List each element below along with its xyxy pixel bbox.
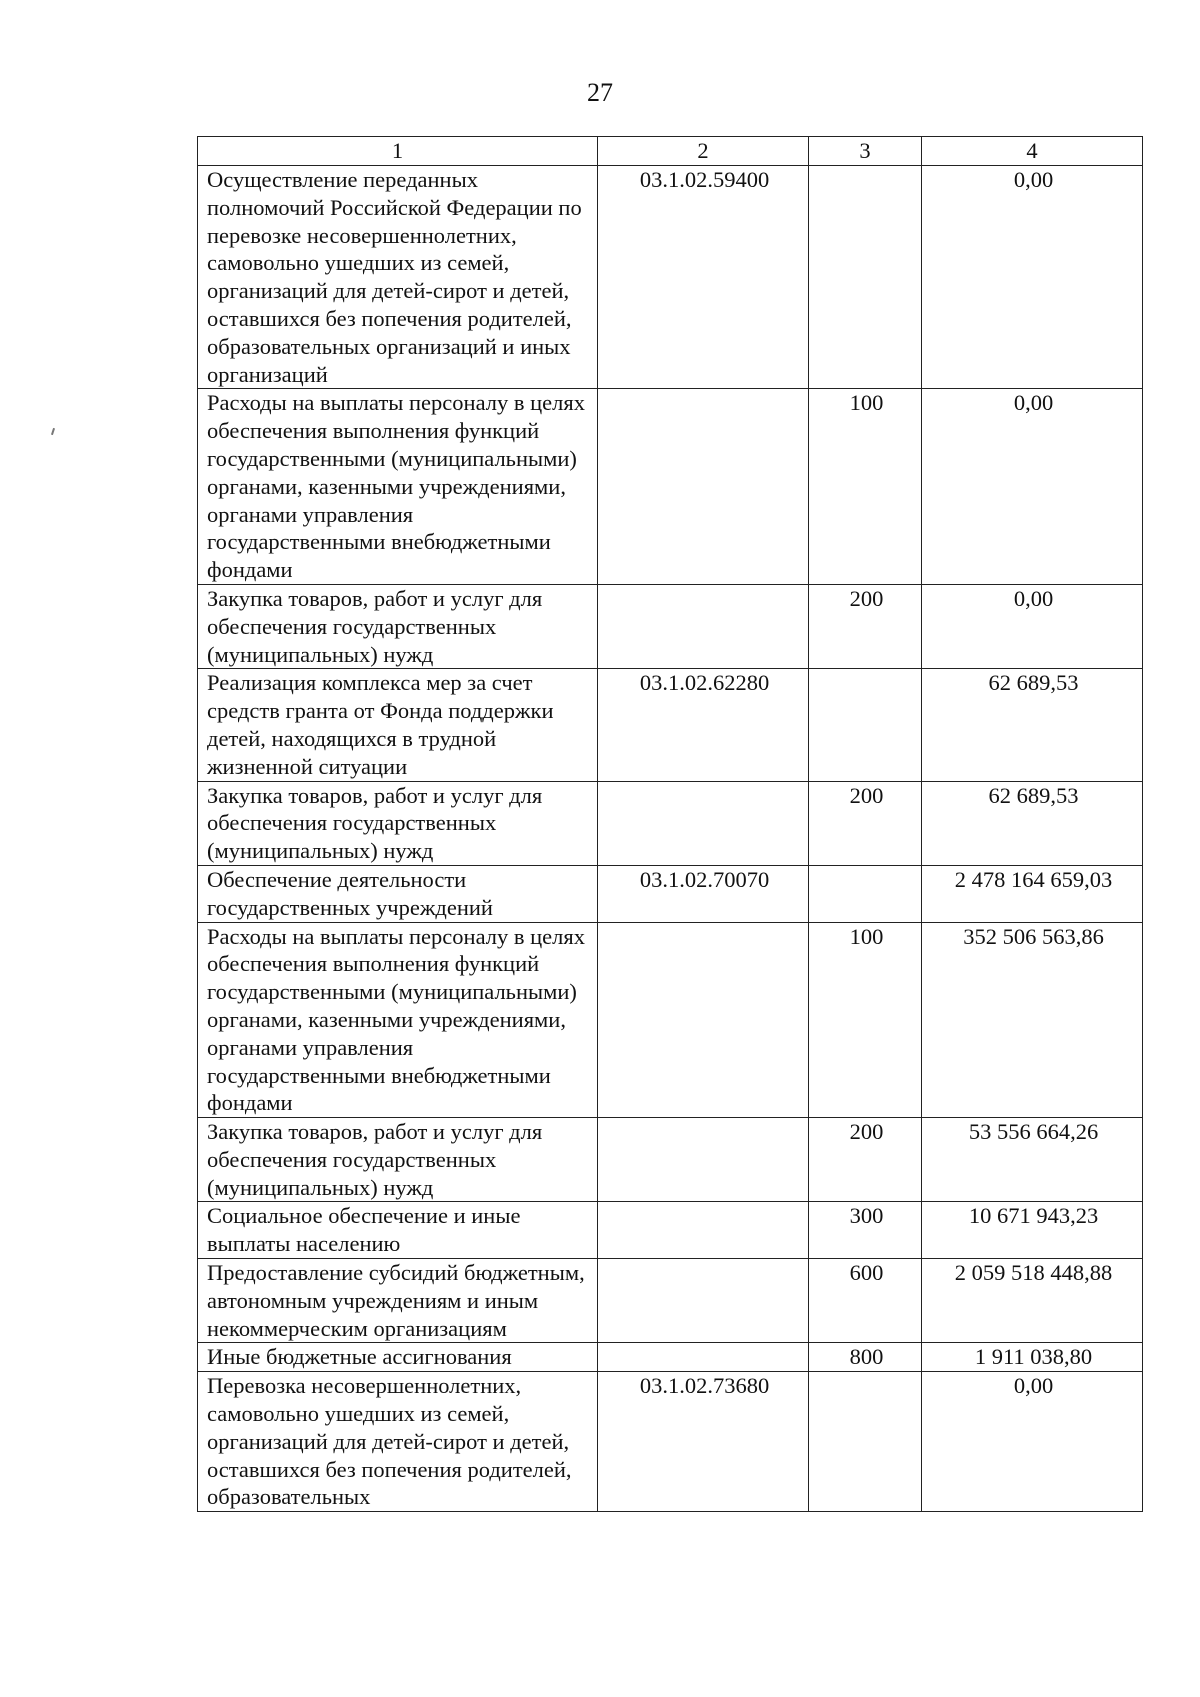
table-row bbox=[198, 1372, 1143, 1512]
row-amount: 0,00 bbox=[922, 584, 1143, 668]
row-amount: 53 556 664,26 bbox=[922, 1118, 1143, 1202]
row-name: Закупка товаров, работ и услуг для обеспечения государственных (муниципальных) нужд bbox=[198, 781, 598, 865]
row-expense-type: 200 bbox=[809, 584, 922, 668]
table-row bbox=[198, 1118, 1143, 1202]
table-row bbox=[198, 781, 1143, 865]
header-col-1: 1 bbox=[198, 137, 598, 166]
row-amount: 0,00 bbox=[922, 166, 1143, 389]
row-code: 03.1.02.62280 bbox=[598, 669, 809, 781]
row-amount: 2 059 518 448,88 bbox=[922, 1259, 1143, 1343]
row-name: Иные бюджетные ассигнования bbox=[198, 1343, 598, 1372]
budget-table bbox=[197, 136, 1143, 1512]
row-expense-type bbox=[809, 865, 922, 922]
table-row bbox=[198, 669, 1143, 781]
row-name: Закупка товаров, работ и услуг для обеспечения государственных (муниципальных) нужд bbox=[198, 584, 598, 668]
row-name: Расходы на выплаты персоналу в целях обеспечения выполнения функций государственными (муниципальными) органами, казенными учреждениями, органами управления государственными внебюджетными фондами bbox=[198, 922, 598, 1118]
row-name: Предоставление субсидий бюджетным, автономным учреждениям и иным некоммерческим организациям bbox=[198, 1259, 598, 1343]
row-amount: 0,00 bbox=[922, 1372, 1143, 1512]
row-code bbox=[598, 584, 809, 668]
row-amount: 2 478 164 659,03 bbox=[922, 865, 1143, 922]
row-expense-type bbox=[809, 166, 922, 389]
row-name: Закупка товаров, работ и услуг для обеспечения государственных (муниципальных) нужд bbox=[198, 1118, 598, 1202]
row-code: 03.1.02.59400 bbox=[598, 166, 809, 389]
row-expense-type: 800 bbox=[809, 1343, 922, 1372]
row-code bbox=[598, 389, 809, 585]
row-name: Обеспечение деятельности государственных учреждений bbox=[198, 865, 598, 922]
row-amount: 62 689,53 bbox=[922, 781, 1143, 865]
row-amount: 1 911 038,80 bbox=[922, 1343, 1143, 1372]
table-row bbox=[198, 389, 1143, 585]
row-code bbox=[598, 922, 809, 1118]
header-col-2: 2 bbox=[598, 137, 809, 166]
row-amount: 352 506 563,86 bbox=[922, 922, 1143, 1118]
row-name: Перевозка несовершеннолетних, самовольно ушедших из семей, организаций для детей-сирот и детей, оставшихся без попечения родителей, образовательных bbox=[198, 1372, 598, 1512]
row-code bbox=[598, 781, 809, 865]
row-code bbox=[598, 1118, 809, 1202]
header-row bbox=[198, 137, 1143, 166]
row-expense-type bbox=[809, 669, 922, 781]
row-code bbox=[598, 1202, 809, 1259]
row-name: Социальное обеспечение и иные выплаты населению bbox=[198, 1202, 598, 1259]
table-row bbox=[198, 922, 1143, 1118]
row-expense-type: 600 bbox=[809, 1259, 922, 1343]
row-name: Реализация комплекса мер за счет средств гранта от Фонда поддержки детей, находящихся в трудной жизненной ситуации bbox=[198, 669, 598, 781]
scan-speck bbox=[51, 428, 55, 435]
row-expense-type: 100 bbox=[809, 922, 922, 1118]
row-name: Расходы на выплаты персоналу в целях обеспечения выполнения функций государственными (муниципальными) органами, казенными учреждениями, органами управления государственными внебюджетными фондами bbox=[198, 389, 598, 585]
row-expense-type: 300 bbox=[809, 1202, 922, 1259]
row-name: Осуществление переданных полномочий Российской Федерации по перевозке несовершеннолетних, самовольно ушедших из семей, организаций для детей-сирот и детей, оставшихся без попечения родителей, образовательных организаций и иных организаций bbox=[198, 166, 598, 389]
table-row bbox=[198, 1202, 1143, 1259]
table-row bbox=[198, 166, 1143, 389]
row-expense-type: 200 bbox=[809, 781, 922, 865]
row-expense-type bbox=[809, 1372, 922, 1512]
row-expense-type: 100 bbox=[809, 389, 922, 585]
page-number: 27 bbox=[587, 78, 613, 107]
row-code bbox=[598, 1343, 809, 1372]
row-amount: 62 689,53 bbox=[922, 669, 1143, 781]
row-expense-type: 200 bbox=[809, 1118, 922, 1202]
row-code: 03.1.02.73680 bbox=[598, 1372, 809, 1512]
table-row bbox=[198, 1259, 1143, 1343]
header-col-4: 4 bbox=[922, 137, 1143, 166]
row-amount: 0,00 bbox=[922, 389, 1143, 585]
table-row bbox=[198, 1343, 1143, 1372]
table-row bbox=[198, 865, 1143, 922]
table-row bbox=[198, 584, 1143, 668]
header-col-3: 3 bbox=[809, 137, 922, 166]
row-code bbox=[598, 1259, 809, 1343]
row-amount: 10 671 943,23 bbox=[922, 1202, 1143, 1259]
row-code: 03.1.02.70070 bbox=[598, 865, 809, 922]
